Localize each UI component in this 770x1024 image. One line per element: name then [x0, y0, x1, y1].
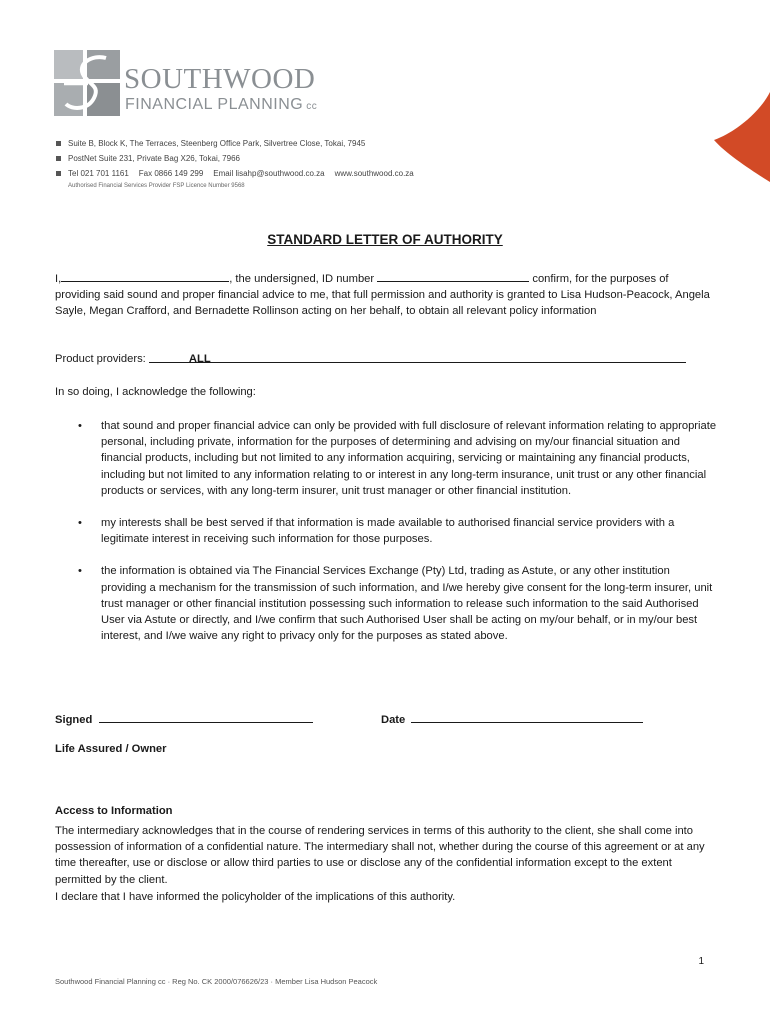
- declaration-text: I declare that I have informed the policyholder of the implications of this authority.: [55, 891, 456, 903]
- bullet-square-icon: [56, 171, 61, 176]
- life-assured-label: Life Assured / Owner: [55, 743, 167, 755]
- email-text: Email lisahp@southwood.co.za: [213, 169, 325, 178]
- phone-row: [56, 166, 414, 181]
- list-item-text: that sound and proper financial advice can only be provided with full disclosure of relevant information relating to appropriate personal, including private, information for the purposes of determining and advising on my/our financial situation and financial products, including but not limited to any information acquiring, servicing or maintaining any financial products, including but not limited to any information relating to or interest in any long-term insurance, unit trust or any other financial products or services, with any long-term insurer, unit trust manager or other financial institution.: [101, 420, 717, 497]
- signature-line[interactable]: [99, 710, 313, 723]
- bullet-square-icon: [56, 141, 61, 146]
- name-blank-line: [61, 269, 229, 282]
- address-text: Suite B, Block K, The Terraces, Steenberg Office Park, Silvertree Close, Tokai, 7945: [68, 139, 366, 148]
- brand-cc: cc: [306, 101, 318, 112]
- brand-subtitle-text: FINANCIAL PLANNING: [125, 96, 304, 113]
- list-item: [78, 563, 718, 644]
- fax-text: Fax 0866 149 299: [138, 169, 204, 178]
- access-paragraph: The intermediary acknowledges that in the course of rendering services in terms of this authority to the client, she shall come into possession of information of a confidential nature. The intermediary shall not, whether during the course of this agreement or at any time thereafter, use or disclose or allow third parties to use or disclose any of the confidential information except to the extent permitted by the client.: [55, 825, 705, 886]
- footer-text: Southwood Financial Planning cc · Reg No. CK 2000/076626/23 · Member Lisa Hudson Peacock: [55, 977, 378, 986]
- postnet-row: [56, 151, 414, 166]
- access-heading: Access to Information: [55, 805, 173, 817]
- bullet-dot-icon: •: [78, 420, 82, 432]
- list-item: [78, 515, 718, 547]
- tel-text: Tel 021 701 1161: [68, 169, 129, 178]
- brand-name: SOUTHWOOD: [124, 63, 316, 95]
- southwood-logo-icon: [54, 50, 120, 116]
- date-line[interactable]: [411, 710, 643, 723]
- page-number: 1: [698, 956, 704, 967]
- bullet-dot-icon: •: [78, 565, 82, 578]
- contact-block: [56, 136, 414, 191]
- signature-field: [55, 710, 313, 726]
- intro-paragraph: [55, 269, 715, 320]
- corner-accent-shape: [714, 92, 770, 182]
- providers-line: [55, 351, 715, 367]
- providers-value: ALL: [149, 351, 686, 363]
- list-item-text: the information is obtained via The Financial Services Exchange (Pty) Ltd, trading as Astute, or any other institution providing a mechanism for the transmission of such information, and I/we hereby give consent for the long-term insurer, unit trust manager or other financial institution possessing such information to release such information to the said Authorised User via Astute or directly, and I/we confirm that such Authorised User shall be acting on my/our behalf, or in my/our best interest, and I/we waive any right to privacy only for the purposes as stated above.: [101, 565, 713, 643]
- intro-rest: confirm, for the purposes of providing said sound and proper financial advice to me, that full permission and authority is granted to Lisa Hudson-Peacock, Angela Sayle, Megan Crafford, and Bernadette Rollinson acting on her behalf, to obtain all relevant policy information: [55, 273, 710, 318]
- list-item: [78, 418, 718, 499]
- bullet-dot-icon: •: [78, 517, 82, 530]
- acknowledge-text: In so doing, I acknowledge the following:: [55, 386, 256, 398]
- document-title: STANDARD LETTER OF AUTHORITY: [267, 232, 503, 247]
- list-item-text: my interests shall be best served if that information is made available to authorised financial service providers with a legitimate interest in receiving such information for those purposes.: [101, 517, 675, 546]
- intro-prefix: I,: [55, 273, 62, 285]
- bullet-square-icon: [56, 156, 61, 161]
- brand-subtitle: [125, 96, 317, 114]
- intro-mid: , the undersigned, ID number: [229, 273, 375, 285]
- signed-label: Signed: [55, 714, 93, 726]
- date-field: [381, 710, 643, 726]
- address-row: [56, 136, 414, 151]
- providers-label: Product providers:: [55, 353, 146, 365]
- postnet-text: PostNet Suite 231, Private Bag X26, Tokai, 7966: [68, 154, 240, 163]
- date-label: Date: [381, 714, 406, 726]
- acknowledgement-list: [78, 418, 718, 660]
- fsp-note: Authorised Financial Services Provider FSP Licence Number 9568: [68, 183, 245, 189]
- id-number-blank-line: [377, 269, 529, 282]
- website-text: www.southwood.co.za: [334, 169, 414, 178]
